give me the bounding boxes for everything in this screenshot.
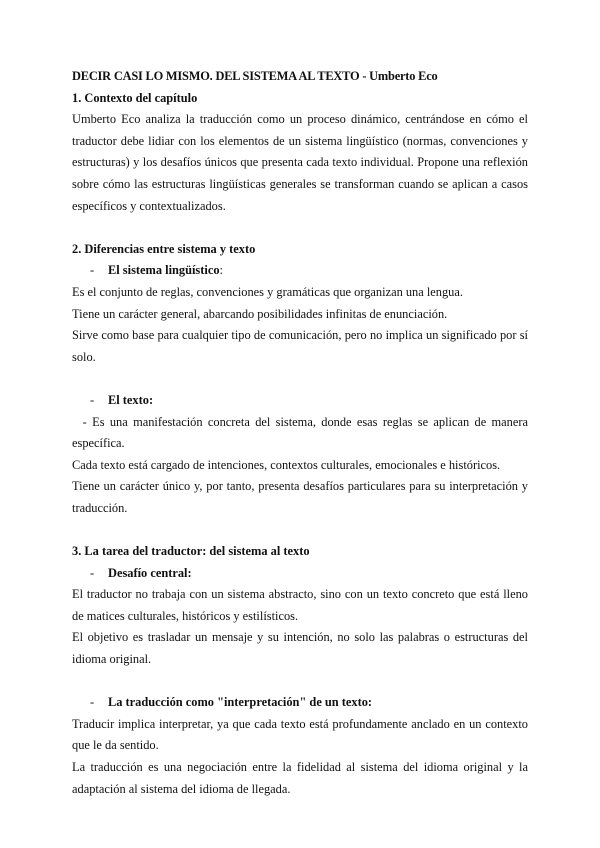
bullet-title: El sistema lingüístico: [108, 263, 220, 278]
section-1-heading: 1. Contexto del capítulo: [72, 90, 198, 105]
bullet-dash: -: [90, 565, 95, 580]
texto-line-3: Tiene un carácter único y, por tanto, presenta desafíos particulares para su interpretación y traducción.: [72, 479, 528, 515]
bullet-dash: -: [90, 263, 95, 278]
spacer: [72, 671, 528, 693]
bullet-colon: :: [219, 263, 223, 278]
bullet-dash: -: [90, 392, 95, 407]
desafio-line-2: El objetivo es trasladar un mensaje y su intención, no solo las palabras o estructuras del idioma original.: [72, 630, 528, 667]
document-title: DECIR CASI LO MISMO. DEL SISTEMA AL TEXTO - Umberto Eco: [72, 69, 438, 83]
sistema-line-2: Tiene un carácter general, abarcando posibilidades infinitas de enunciación.: [72, 306, 448, 321]
bullet-title: La traducción como "interpretación" de un texto:: [108, 695, 373, 710]
section-3-heading: 3. La tarea del traductor: del sistema al texto: [72, 544, 310, 559]
sistema-line-3: Sirve como base para cualquier tipo de comunicación, pero no implica un significado por sí solo.: [72, 328, 528, 364]
spacer: [72, 217, 528, 239]
desafio-line-1: El traductor no trabaja con un sistema abstracto, sino con un texto concreto que está lleno de matices culturales, históricos y estilísticos.: [72, 587, 528, 623]
bullet-title: El texto:: [108, 392, 154, 407]
bullet-traduccion-interpretacion: [72, 692, 528, 714]
bullet-sistema-linguistico: [72, 260, 528, 282]
spacer: [72, 368, 528, 390]
bullet-dash: -: [90, 695, 95, 710]
document-body: [72, 66, 532, 800]
sistema-line-1: Es el conjunto de reglas, convenciones y gramáticas que organizan una lengua.: [72, 284, 463, 299]
section-2-heading: 2. Diferencias entre sistema y texto: [72, 241, 256, 256]
traduccion-line-1: Traducir implica interpretar, ya que cada texto está profundamente anclado en un contexto que le da sentido.: [72, 716, 528, 753]
traduccion-line-2: La traducción es una negociación entre la fidelidad al sistema del idioma original y la adaptación al sistema del idioma de llegada.: [72, 760, 528, 796]
spacer: [72, 519, 528, 541]
bullet-desafio-central: [72, 563, 528, 585]
bullet-title: Desafío central:: [108, 565, 192, 580]
bullet-texto: [72, 390, 528, 412]
texto-line-1: - Es una manifestación concreta del sistema, donde esas reglas se aplican de manera específica.: [72, 414, 532, 451]
texto-line-2: Cada texto está cargado de intenciones, contextos culturales, emocionales e históricos.: [72, 457, 501, 472]
section-1-paragraph: Umberto Eco analiza la traducción como un proceso dinámico, centrándose en cómo el traductor debe lidiar con los elementos de un sistema lingüístico (normas, convenciones y estructuras) y los desafíos únicos que presenta cada texto individual. Propone una reflexión sobre cómo las estructuras lingüísticas generales se transforman cuando se aplican a casos específicos y contextualizados.: [72, 112, 528, 213]
